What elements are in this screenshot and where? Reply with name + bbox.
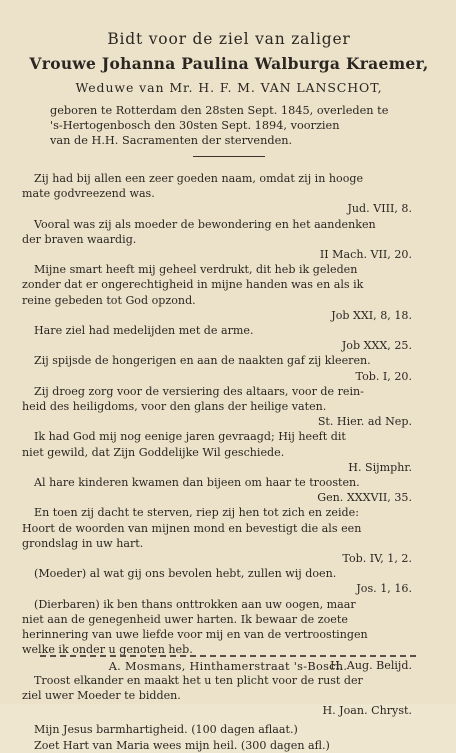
verse-line: zonder dat er ongerechtigheid in mijne handen was en als ik <box>22 278 364 292</box>
verse-source: Jos. 1, 16. <box>356 582 412 596</box>
decorative-border <box>40 655 416 657</box>
birth-line: van de H.H. Sacramenten der stervenden. <box>50 134 293 147</box>
verses-block <box>22 171 436 718</box>
verse-line: welke ik onder u genoten heb. <box>22 643 193 657</box>
verse <box>22 673 436 719</box>
verse-line: (Dierbaren) ik ben thans onttrokken aan uw oogen, maar <box>34 597 356 611</box>
verse-line: Hoort de woorden van mijnen mond en bevestigt die als een <box>22 521 362 535</box>
divider <box>193 156 265 157</box>
verse-line: Vooral was zij als moeder de bewondering en het aandenken <box>34 217 376 231</box>
birth-line: 's-Hertogenbosch den 30sten Sept. 1894, voorzien <box>50 119 340 132</box>
verse-line: Troost elkander en maakt het u ten plicht voor de rust der <box>34 673 363 687</box>
prayer-line: Mijn Jesus barmhartigheid. (100 dagen aflaat.) <box>34 723 298 737</box>
verse <box>22 353 436 383</box>
verse-line: niet aan de genegenheid uwer harten. Ik bewaar de zoete <box>22 612 348 626</box>
verse-line: herinnering van uwe liefde voor mij en van de vertroostingen <box>22 628 368 642</box>
verse-source: II Mach. VII, 20. <box>319 248 412 262</box>
verse <box>22 171 436 217</box>
verse-line: Ik had God mij nog eenige jaren gevraagd; Hij heeft dit <box>34 430 346 444</box>
verse-source: H. Sijmphr. <box>348 460 412 474</box>
verse-source: Job XXI, 8, 18. <box>331 308 412 322</box>
verse-line: Hare ziel had medelijden met de arme. <box>34 324 254 338</box>
verse <box>22 566 436 596</box>
verse-source: Tob. I, 20. <box>355 369 412 383</box>
verse-source: H. Aug. Belijd. <box>330 658 412 672</box>
deceased-name: Vrouwe Johanna Paulina Walburga Kraemer, <box>29 54 429 73</box>
verse-source: Job XXX, 25. <box>341 339 412 353</box>
verse-line: ziel uwer Moeder te bidden. <box>22 688 181 702</box>
verse-source: H. Joan. Chryst. <box>322 704 412 718</box>
verse-line: niet gewild, dat Zijn Goddelijke Wil geschiede. <box>22 445 285 459</box>
verse <box>22 262 436 323</box>
verse-line: reine gebeden tot God opzond. <box>22 293 196 307</box>
card-title: Bidt voor de ziel van zaliger <box>107 30 351 48</box>
widow-line: Weduwe van Mr. H. F. M. VAN LANSCHOT, <box>75 80 383 95</box>
verse-line: Zij droeg zorg voor de versiering des altaars, voor de rein- <box>34 384 364 398</box>
printer-line: A. Mosmans, Hinthamerstraat 's-Bosch. <box>108 660 348 673</box>
verse <box>22 384 436 430</box>
verse-line: (Moeder) al wat gij ons bevolen hebt, zullen wij doen. <box>34 567 337 581</box>
verse-line: mate godvreezend was. <box>22 187 155 201</box>
prayer-line: Zoet Hart van Maria wees mijn heil. (300 dagen afl.) <box>34 738 330 752</box>
verse-line: grondslag in uw hart. <box>22 536 144 550</box>
verse <box>22 323 436 353</box>
verse <box>22 505 436 566</box>
verse-line: Al hare kinderen kwamen dan bijeen om haar te troosten. <box>34 476 360 490</box>
verse-source: Tob. IV, 1, 2. <box>342 552 412 566</box>
verse-source: St. Hier. ad Nep. <box>317 415 412 429</box>
verse-line: heid des heiligdoms, voor den glans der heilige vaten. <box>22 400 327 414</box>
verse <box>22 475 436 505</box>
verse <box>22 217 436 263</box>
birth-death-info <box>50 103 436 148</box>
verse <box>22 429 436 475</box>
verse-line: Zij had bij allen een zeer goeden naam, omdat zij in hooge <box>34 172 364 185</box>
verse-line: Zij spijsde de hongerigen en aan de naakten gaf zij kleeren. <box>34 354 371 368</box>
verse-source: Gen. XXXVII, 35. <box>317 491 412 505</box>
verse-line: En toen zij dacht te sterven, riep zij hen tot zich en zeide: <box>34 506 359 520</box>
prayers-block <box>34 722 436 753</box>
verse-line: Mijne smart heeft mij geheel verdrukt, dit heb ik geleden <box>34 263 358 277</box>
verse-line: der braven waardig. <box>22 232 137 246</box>
verse-source: Jud. VIII, 8. <box>347 202 412 216</box>
birth-line: geboren te Rotterdam den 28sten Sept. 1845, overleden te <box>50 104 389 117</box>
